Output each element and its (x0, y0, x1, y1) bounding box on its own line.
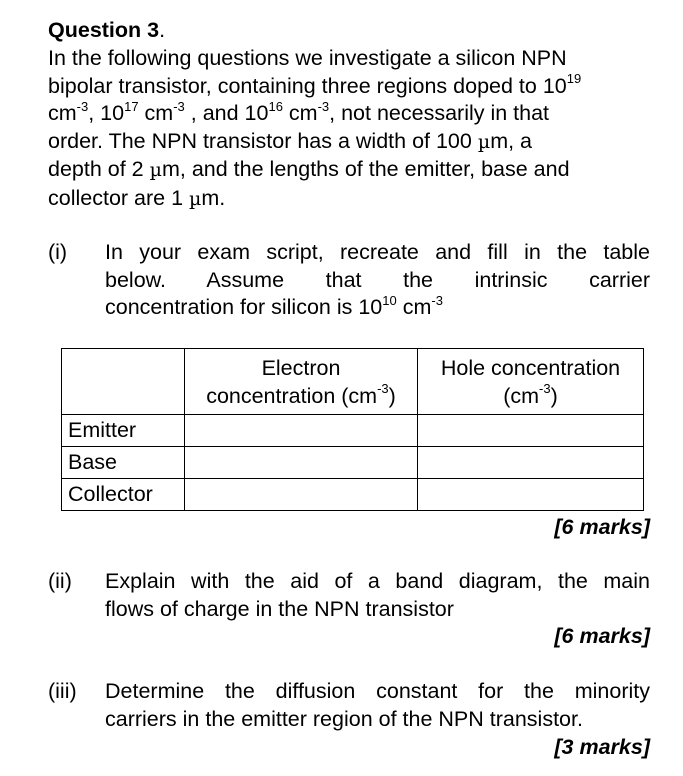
intro-line: In the following questions we investigate a silicon NPN (48, 46, 567, 70)
table-row (62, 447, 644, 479)
part-number: (iii) (48, 679, 77, 703)
intro-line: depth of 2 µm, and the lengths of the emitter, base and (48, 157, 570, 181)
part-line: below. Assume that the intrinsic carrier (105, 267, 650, 292)
question-title-dot: . (159, 18, 166, 42)
hole-cell (418, 447, 644, 479)
part-line: Explain with the aid of a band diagram, the main (105, 569, 650, 593)
intro-line: bipolar transistor, containing three regions doped to $10^{19}$ (48, 71, 582, 98)
row-label: Emitter (62, 415, 185, 447)
table-header-row (62, 349, 644, 415)
question-title (48, 17, 165, 45)
table-row (62, 479, 644, 511)
concentration-table (61, 348, 644, 511)
table-row (62, 415, 644, 447)
hole-cell (418, 479, 644, 511)
part-ii (48, 568, 653, 628)
electron-cell (185, 479, 418, 511)
header-hole-cell: Hole concentration $(cm^{-3})$ (418, 349, 644, 415)
row-label: Base (62, 447, 185, 479)
header-electron-cell: Electron concentration $(cm^{-3})$ (185, 349, 418, 415)
part-i (48, 239, 653, 324)
marks-label: [6 marks] (554, 515, 650, 539)
part-number: (i) (48, 240, 68, 264)
intro-line: $cm^{-3}$, $10^{17}$ $cm^{-3}$ , and $10^{16}$ $cm^{-3}$, not necessarily in that (48, 98, 550, 125)
question-title-text: Question 3 (48, 18, 160, 42)
intro-line: order. The NPN transistor has a width of 100 µm, a (48, 128, 533, 153)
part-text (105, 678, 650, 733)
intro-line: collector are 1 µm. (48, 185, 226, 210)
marks-label: [3 marks] (554, 735, 650, 759)
part-text (105, 239, 650, 322)
part-text (105, 568, 650, 623)
part-number: (ii) (48, 569, 72, 593)
electron-cell (185, 447, 418, 479)
electron-cell (185, 415, 418, 447)
row-label: Collector (62, 479, 185, 511)
marks-label: [6 marks] (554, 624, 650, 648)
part-line: flows of charge in the NPN transistor (105, 596, 454, 621)
part-line: Determine the diffusion constant for the minority (105, 679, 650, 703)
question-intro (48, 45, 653, 213)
header-corner-cell (62, 349, 185, 415)
part-line: concentration for silicon is $10^{10}$ $cm^{-3}$ (105, 292, 443, 319)
part-line: In your exam script, recreate and fill in the table (105, 240, 650, 264)
part-line: carriers in the emitter region of the NPN transistor. (105, 706, 583, 731)
part-iii (48, 678, 653, 738)
hole-cell (418, 415, 644, 447)
